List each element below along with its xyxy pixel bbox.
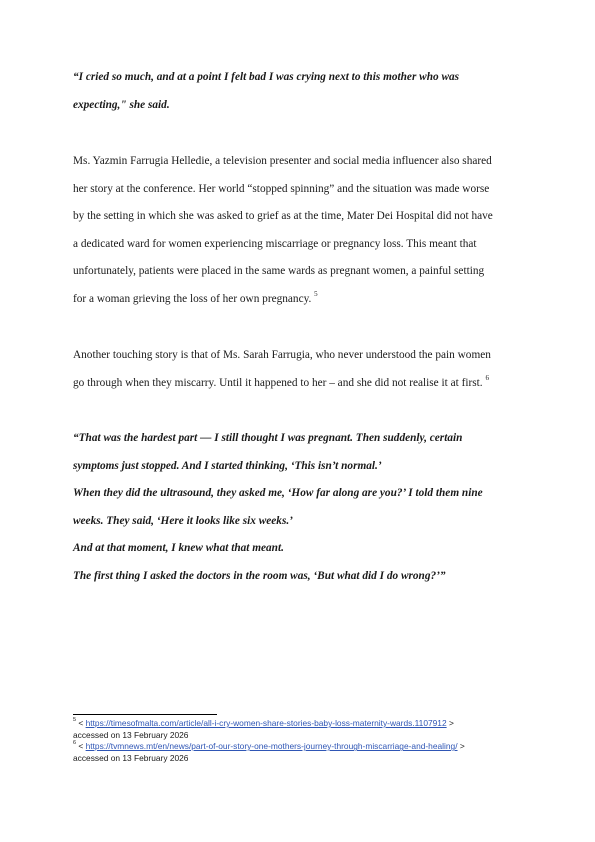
footnote-separator <box>73 714 217 715</box>
text-line: by the setting in which she was asked to grief as at the time, Mater Dei Hospital did not have <box>73 210 493 222</box>
text-line: expecting," she said. <box>73 98 170 111</box>
text-line: The first thing I asked the doctors in the room was, ‘But what did I do wrong?’” <box>73 569 446 582</box>
quote-paragraph-2 <box>73 425 525 590</box>
footnote-accessed: accessed on 13 February 2026 <box>73 752 189 763</box>
text-line: “I cried so much, and at a point I felt bad I was crying next to this mother who was <box>73 71 460 83</box>
footnote-ref-5[interactable]: 5 <box>314 289 318 298</box>
quote-paragraph-1 <box>73 64 525 119</box>
bracket-open: < <box>76 718 86 728</box>
footnote-link[interactable]: https://tvmnews.mt/en/news/part-of-our-story-one-mothers-journey-through-miscarriage-and-healing/ <box>85 741 458 752</box>
footnotes <box>73 718 528 764</box>
text-line: for a woman grieving the loss of her own pregnancy. <box>73 292 312 305</box>
text-line: unfortunately, patients were placed in the same wards as pregnant women, a painful setting <box>73 265 485 277</box>
text-line: symptoms just stopped. And I started thinking, ‘This isn’t normal.’ <box>73 459 382 472</box>
body-paragraph-2 <box>73 342 525 397</box>
text-line: a dedicated ward for women experiencing miscarriage or pregnancy loss. This meant that <box>73 237 477 250</box>
bracket-close: > <box>457 741 465 752</box>
footnote-accessed: accessed on 13 February 2026 <box>73 729 189 740</box>
footnote-5 <box>73 718 528 730</box>
footnote-number: 6 <box>73 740 77 747</box>
footnote-link[interactable]: https://timesofmalta.com/article/all-i-cry-women-share-stories-baby-loss-maternity-wards.1107912 <box>85 718 447 728</box>
footnote-6 <box>73 741 528 753</box>
bracket-open: < <box>76 741 86 752</box>
bracket-close: > <box>446 718 454 728</box>
footnote-ref-6[interactable]: 6 <box>485 373 489 382</box>
footnote-number: 5 <box>73 717 77 724</box>
body-paragraph-1 <box>73 148 525 313</box>
text-line: go through when they miscarry. Until it happened to her – and she did not realise it at first. <box>73 376 483 389</box>
text-line: Another touching story is that of Ms. Sarah Farrugia, who never understood the pain women <box>73 349 491 361</box>
text-line: her story at the conference. Her world “stopped spinning” and the situation was made worse <box>73 182 490 195</box>
text-line: And at that moment, I knew what that meant. <box>73 542 284 554</box>
text-line: Ms. Yazmin Farrugia Helledie, a television presenter and social media influencer also shared <box>73 155 492 167</box>
text-line: weeks. They said, ‘Here it looks like six weeks.’ <box>73 514 293 527</box>
text-line: “That was the hardest part — I still thought I was pregnant. Then suddenly, certain <box>73 432 463 444</box>
text-line: When they did the ultrasound, they asked me, ‘How far along are you?’ I told them nine <box>73 487 483 499</box>
